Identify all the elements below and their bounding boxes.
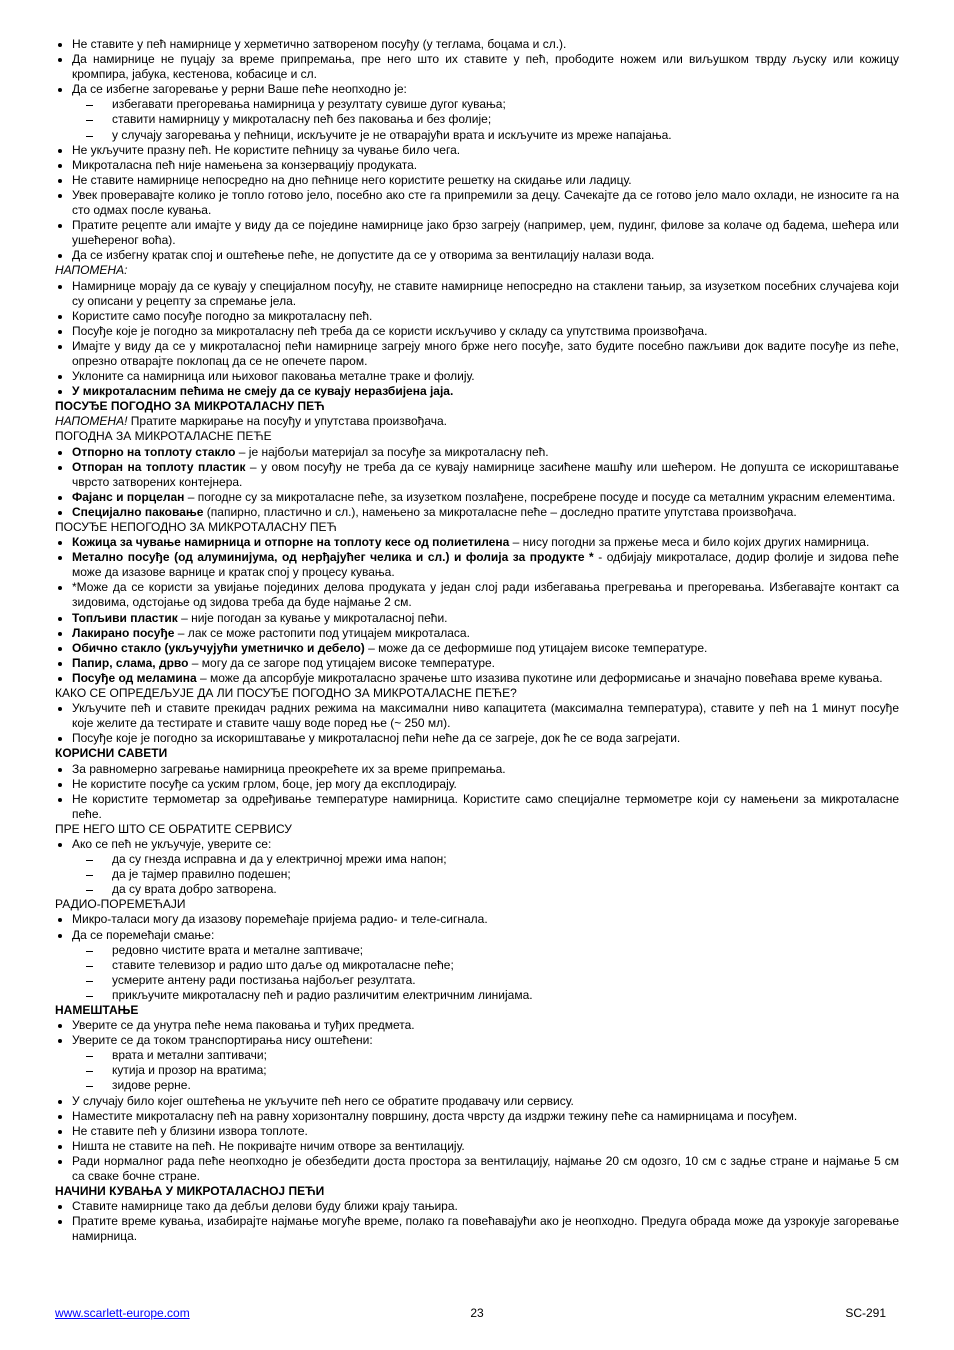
dash-icon: [86, 875, 93, 876]
note-label: НАПОМЕНА:: [55, 263, 128, 278]
list-item-text: Не ставите пећ у близини извора топлоте.: [72, 1123, 308, 1138]
list-item: [55, 384, 899, 399]
bullet-icon: [58, 58, 62, 62]
list-item-text: Ставите намирнице тако да дебљи делови буду ближи крају тањира.: [72, 1199, 458, 1214]
list-item: [55, 324, 899, 339]
list-item: [55, 218, 899, 248]
bullet-icon: [58, 224, 62, 228]
sub-list-item: [55, 973, 899, 988]
bullet-icon: [58, 466, 62, 470]
list-item: [55, 309, 899, 324]
bullet-icon: [58, 843, 62, 847]
list-item-text: – није погодан за кување у микроталасној пећи.: [177, 610, 448, 625]
list-item-text: – је најбољи материјал за посуђе за микроталасну пећ.: [235, 444, 549, 459]
list-item-text: Не користите посуђе са уским грлом, боце, јер могу да експлодирају.: [72, 776, 457, 791]
dash-icon: [86, 860, 93, 861]
sub-list-item: [55, 882, 899, 897]
subsection-heading: [55, 822, 899, 837]
list-item-text: Микро-таласи могу да изазову поремећаје пријема радио- и теле-сигнала.: [72, 912, 488, 927]
list-item-text: Имајте у виду да се у микроталасној пећи намирнице загреју много брже него посуђе, зато будите посебно пажљиви док вадите посуђе из пеће, опрезно отварајте поклопац да се не опечете паром.: [72, 338, 899, 368]
bullet-icon: [58, 662, 62, 666]
list-item: [55, 158, 899, 173]
list-item: [55, 1214, 899, 1244]
list-item-text: Пратите време кувања, изабирајте најмање могуће време, полако га повећавајући ако је неопходно. Предуга обрада може да узрокује загоревање намирница.: [72, 1214, 899, 1244]
section-heading-text: НАМЕШТАЊЕ: [55, 1003, 139, 1017]
list-item: [55, 671, 899, 686]
list-item-term: Метално посуђе (од алуминијума, од нерђајућег челика и сл.) и фолија за продукте *: [72, 550, 594, 565]
list-item: [55, 777, 899, 792]
bullet-icon: [58, 934, 62, 938]
dash-icon: [86, 105, 93, 106]
dash-icon: [86, 1071, 93, 1072]
list-item-term: Посуђе од меламина: [72, 670, 197, 685]
list-item-text: Укључите пећ и ставите прекидач радних режима на максимални ниво капацитета (максимална температура), ставите у пећ на 1 минут посуђе које желите да тестирате и ставите чашу воде поред ње (~ 250 мл).: [72, 701, 899, 731]
list-item: [55, 188, 899, 218]
list-item-term: Обично стакло (укључујући уметничко и дебело): [72, 640, 365, 655]
list-item: [55, 837, 899, 852]
sub-list-item: [55, 988, 899, 1003]
section-heading-text: НАЧИНИ КУВАЊА У МИКРОТАЛАСНОЈ ПЕЋИ: [55, 1184, 325, 1199]
list-item: [55, 505, 899, 520]
sub-list-item-text: да је тајмер правилно подешен;: [112, 867, 291, 882]
list-item: [55, 143, 899, 158]
list-item: [55, 550, 899, 580]
list-item: [55, 1124, 899, 1139]
bullet-icon: [58, 647, 62, 651]
subsection-heading-text: РАДИО-ПОРЕМЕЋАЈИ: [55, 897, 186, 912]
document-body: [55, 37, 899, 1245]
subsection-heading: [55, 897, 899, 912]
list-item-text: Уверите се да унутра пеће нема паковања и туђих предмета.: [72, 1018, 415, 1033]
sub-list-item-text: прикључите микроталасну пећ и радио различитим електричним линијама.: [112, 987, 533, 1002]
dash-icon: [86, 981, 93, 982]
list-item: [55, 490, 899, 505]
sub-list-item: [55, 97, 899, 112]
bullet-icon: [58, 1115, 62, 1119]
section-heading-text: КОРИСНИ САВЕТИ: [55, 746, 168, 761]
list-item: [55, 339, 899, 369]
sub-list-item: [55, 943, 899, 958]
list-item: [55, 82, 899, 97]
bullet-icon: [58, 496, 62, 500]
list-item: [55, 641, 899, 656]
sub-list-item-text: ставити намирницу у микроталасну пећ без паковања и без фолије;: [112, 112, 492, 127]
list-item-text: Да се избегну кратак спој и оштећење пеће, не допустите да се у отворима за вентилацију налази вода.: [72, 248, 655, 263]
list-item-text: – може да се деформише под утицајем високе температуре.: [364, 640, 708, 655]
list-item-text: – погодне су за микроталасне пеће, за изузетком позлађене, посребрене посуде и посуде са металним украсним елементима.: [184, 489, 896, 504]
section-heading: [55, 746, 899, 761]
bullet-icon: [58, 556, 62, 560]
bullet-icon: [58, 798, 62, 802]
bullet-icon: [58, 345, 62, 349]
sub-list-item: [55, 128, 899, 143]
list-item: [55, 580, 899, 610]
sub-list-item-text: у случају загоревања у пећници, искључите је не отварајући врата и искључите из мреже напајања.: [112, 127, 672, 142]
list-item-text: За равномерно загревање намирница преокрећете их за време припремања.: [72, 761, 506, 776]
list-item: [55, 1094, 899, 1109]
list-item: [55, 52, 899, 82]
bullet-icon: [58, 783, 62, 787]
list-item-term: Фајанс и порцелан: [72, 489, 185, 504]
list-item-term: Топљиви пластик: [72, 610, 178, 625]
list-item-text: Пратите рецепте али имајте у виду да се поједине намирнице јако брзо загреју (например, џем, пудинг, филове за колаче од бадема, шећера или ушећереног воћа).: [72, 218, 899, 248]
bullet-icon: [58, 1160, 62, 1164]
sub-list-item: [55, 867, 899, 882]
list-item-text: Посуђе које је погодно за искориштавање у микроталасној пећи неће да се загреје, док ће се вода загрејати.: [72, 731, 681, 746]
list-item-text: Не ставите у пећ намирнице у херметично затвореном посуђу (у теглама, боцама и сл.).: [72, 37, 567, 51]
list-item: [55, 173, 899, 188]
section-heading: [55, 1184, 899, 1199]
list-item-text: Увек проверавајте колико је топло готово јело, посебно ако сте га припремили за децу. Сачекајте да се готово јело мало охлади, не износите га на сто одмах после кувања.: [72, 187, 899, 218]
bullet-icon: [58, 1130, 62, 1134]
bullet-icon: [58, 149, 62, 153]
bullet-icon: [58, 632, 62, 636]
list-item-text: Микроталасна пећ није намењена за конзервацију продуката.: [72, 157, 418, 172]
list-item-text: Уверите се да током транспортирања нису оштећени:: [72, 1033, 373, 1048]
list-item-text: Намирнице морају да се кувају у специјалном посуђу, не ставите намирнице непосредно на стаклени тањир, за изузетком посебних случајева који су описани у рецепту за спремање јела.: [72, 278, 899, 308]
sub-list-item: [55, 1078, 899, 1093]
bullet-icon: [58, 194, 62, 198]
bullet-icon: [58, 375, 62, 379]
dash-icon: [86, 120, 93, 121]
list-item-term: У микроталасним пећима не смеју да се кувају неразбијена јаја.: [72, 384, 454, 399]
dash-icon: [86, 966, 93, 967]
dash-icon: [86, 951, 93, 952]
list-item-term: Лакирано посуђе: [72, 625, 175, 640]
bullet-icon: [58, 737, 62, 741]
note: [55, 414, 899, 429]
subsection-heading-text: ПОГОДНА ЗА МИКРОТАЛАСНЕ ПЕЋЕ: [55, 429, 272, 444]
sub-list-item: [55, 1063, 899, 1078]
list-item-text: *Може да се користи за увијање појединих делова продуката у један слој ради избегавања прегревања и прегоревања. Избегавајте контакт са зидовима, одстојање од зидова треба да буде најмање 2 см.: [72, 580, 899, 610]
list-item: [55, 279, 899, 309]
bullet-icon: [58, 1100, 62, 1104]
sub-list-item: [55, 1048, 899, 1063]
sub-list-item-text: кутија и прозор на вратима;: [112, 1063, 267, 1078]
page-number: 23: [470, 1306, 484, 1320]
list-item-text: – може да апсорбује микроталасно зрачење што изазива пукотине или деформисање и значајно повећава време кувања.: [196, 670, 883, 685]
sub-list-item-text: редовно чистите врата и металне заптиваче;: [112, 942, 364, 957]
list-item: [55, 611, 899, 626]
list-item: [55, 928, 899, 943]
list-item-text: Посуђе које је погодно за микроталасну пећ треба да се користи искључиво у складу са упутствима произвођача.: [72, 323, 708, 338]
bullet-icon: [58, 586, 62, 590]
bullet-icon: [58, 707, 62, 711]
sub-list-item-text: да су гнезда исправна и да у електричној мрежи има напон;: [112, 852, 447, 867]
sub-list-item-text: да су врата добро затворена.: [112, 882, 277, 897]
bullet-icon: [58, 768, 62, 772]
list-item: [55, 37, 899, 52]
list-item: [55, 792, 899, 822]
list-item-text: - одбијају микроталасе, додир фолије и зидова пеће може да изазове варнице и кратак спој у процесу кувања.: [72, 550, 899, 580]
sub-list-item-text: усмерите антену ради постизања најбољег резултата.: [112, 972, 416, 987]
website-link[interactable]: www.scarlett-europe.com: [55, 1306, 190, 1320]
model-number: SC-291: [845, 1306, 886, 1320]
list-item-text: Ништа не ставите на пећ. Не покривајте ничим отворе за вентилацију.: [72, 1138, 465, 1153]
dash-icon: [86, 136, 93, 137]
list-item-text: – нису погодни за пржење меса и било којих других намирница.: [509, 535, 870, 550]
list-item-text: Не укључите празну пећ. Не користите пећницу за чување било чега.: [72, 142, 461, 157]
bullet-icon: [58, 254, 62, 258]
list-item: [55, 445, 899, 460]
list-item-text: Ради нормалног рада пеће неопходно је обезбедити доста простора за вентилацију, најмање 20 см одозго, 10 см с задње стране и најмање 5 см са сваке бочне стране.: [72, 1153, 899, 1184]
list-item-term: Отпоран на топлоту пластик: [72, 459, 246, 474]
subsection-heading: [55, 520, 899, 535]
bullet-icon: [58, 285, 62, 289]
bullet-icon: [58, 511, 62, 515]
bullet-icon: [58, 918, 62, 922]
dash-icon: [86, 996, 93, 997]
bullet-icon: [58, 1024, 62, 1028]
list-item-text: Да се поремећаји смање:: [72, 927, 215, 942]
section-heading-text: ПОСУЂЕ ПОГОДНО ЗА МИКРОТАЛАСНУ ПЕЋ: [55, 399, 325, 414]
bullet-icon: [58, 88, 62, 92]
list-item-term: Отпорно на топлоту стакло: [72, 444, 236, 459]
list-item-term: Специјално паковање: [72, 504, 204, 519]
list-item-term: Папир, слама, дрво: [72, 655, 189, 670]
list-item: [55, 460, 899, 490]
sub-list-item: [55, 852, 899, 867]
subsection-heading: [55, 429, 899, 444]
bullet-icon: [58, 179, 62, 183]
note-text: Пратите маркирање на посуђу и упутстава произвођача.: [127, 414, 448, 429]
list-item: [55, 701, 899, 731]
sub-list-item-text: избегавати прегоревања намирница у резултату сувише дугог кувања;: [112, 97, 506, 112]
sub-list-item: [55, 958, 899, 973]
list-item-text: Уклоните са намирница или њиховог паковања металне траке и фолију.: [72, 369, 475, 384]
subsection-heading-text: ПРЕ НЕГО ШТО СЕ ОБРАТИТЕ СЕРВИСУ: [55, 821, 292, 836]
list-item: [55, 656, 899, 671]
list-item: [55, 369, 899, 384]
section-heading: [55, 1003, 899, 1018]
list-item: [55, 912, 899, 927]
bullet-icon: [58, 315, 62, 319]
list-item-text: Користите само посуђе погодно за микроталасну пећ.: [72, 308, 373, 323]
list-item-text: У случају било којег оштећења не укључите пећ него се обратите продавачу или сервису.: [72, 1093, 574, 1108]
bullet-icon: [58, 1220, 62, 1224]
list-item-text: – могу да се загоре под утицајем високе температуре.: [188, 655, 496, 670]
subsection-heading-text: КАКО СЕ ОПРЕДЕЉУЈЕ ДА ЛИ ПОСУЂЕ ПОГОДНО ЗА МИКРОТАЛАСНЕ ПЕЋЕ?: [55, 686, 517, 701]
list-item-text: Ако се пећ не укључује, уверите се:: [72, 836, 272, 851]
sub-list-item-text: зидове рерне.: [112, 1078, 191, 1093]
note: [55, 263, 899, 278]
bullet-icon: [58, 43, 62, 47]
list-item: [55, 762, 899, 777]
list-item-term: Кожица за чување намирница и отпорне на топлоту кесе од полиетилена: [72, 535, 510, 550]
list-item: [55, 1139, 899, 1154]
list-item-text: – лак се може растопити под утицајем микроталаса.: [174, 625, 470, 640]
bullet-icon: [58, 1205, 62, 1209]
list-item: [55, 1199, 899, 1214]
list-item: [55, 248, 899, 263]
list-item-text: Наместите микроталасну пећ на равну хоризонталну површину, доста чврсту да издржи тежину пеће са намирницама и посуђем.: [72, 1108, 798, 1123]
subsection-heading-text: ПОСУЂЕ НЕПОГОДНО ЗА МИКРОТАЛАСНУ ПЕЋ: [55, 520, 337, 534]
bullet-icon: [58, 451, 62, 455]
list-item-text: – у овом посуђу не треба да се кувају намирнице засићене машћу или шећером. Не допушта се искориштавање чврсто затворених контејнера.: [72, 459, 899, 489]
list-item: [55, 535, 899, 550]
list-item-text: Да намирнице не пуцају за време припремања, пре него што их ставите у пећ, прободите ножем или виљушком тврду љуску или кожицу кромпира, јабука, кестенова, кобасице и сл.: [72, 52, 899, 82]
bullet-icon: [58, 541, 62, 545]
list-item: [55, 731, 899, 746]
list-item: [55, 626, 899, 641]
dash-icon: [86, 1086, 93, 1087]
list-item: [55, 1033, 899, 1048]
bullet-icon: [58, 1039, 62, 1043]
note-label: НАПОМЕНА!: [55, 414, 128, 429]
list-item-text: Не ставите намирнице непосредно на дно пећнице него користите решетку на скидање или ладицу.: [72, 172, 632, 187]
list-item-text: (папирно, пластично и сл.), намењено за микроталасне пеће – доследно пратите упутстава произвођача.: [203, 504, 797, 519]
list-item: [55, 1154, 899, 1184]
sub-list-item: [55, 112, 899, 127]
dash-icon: [86, 890, 93, 891]
bullet-icon: [58, 677, 62, 681]
list-item-text: Да се избегне загоревање у рерни Ваше пеће неопходно је:: [72, 82, 407, 97]
section-heading: [55, 399, 899, 414]
list-item: [55, 1018, 899, 1033]
sub-list-item-text: ставите телевизор и радио што даље од микроталасне пеће;: [112, 957, 454, 972]
list-item: [55, 1109, 899, 1124]
subsection-heading: [55, 686, 899, 701]
bullet-icon: [58, 390, 62, 394]
bullet-icon: [58, 617, 62, 621]
dash-icon: [86, 1056, 93, 1057]
sub-list-item-text: врата и метални заптивачи;: [112, 1048, 267, 1063]
list-item-text: Не користите термометар за одређивање температуре намирница. Користите само специјалне термометре који су намењени за микроталасне пеће.: [72, 791, 899, 821]
bullet-icon: [58, 330, 62, 334]
bullet-icon: [58, 164, 62, 168]
bullet-icon: [58, 1145, 62, 1149]
